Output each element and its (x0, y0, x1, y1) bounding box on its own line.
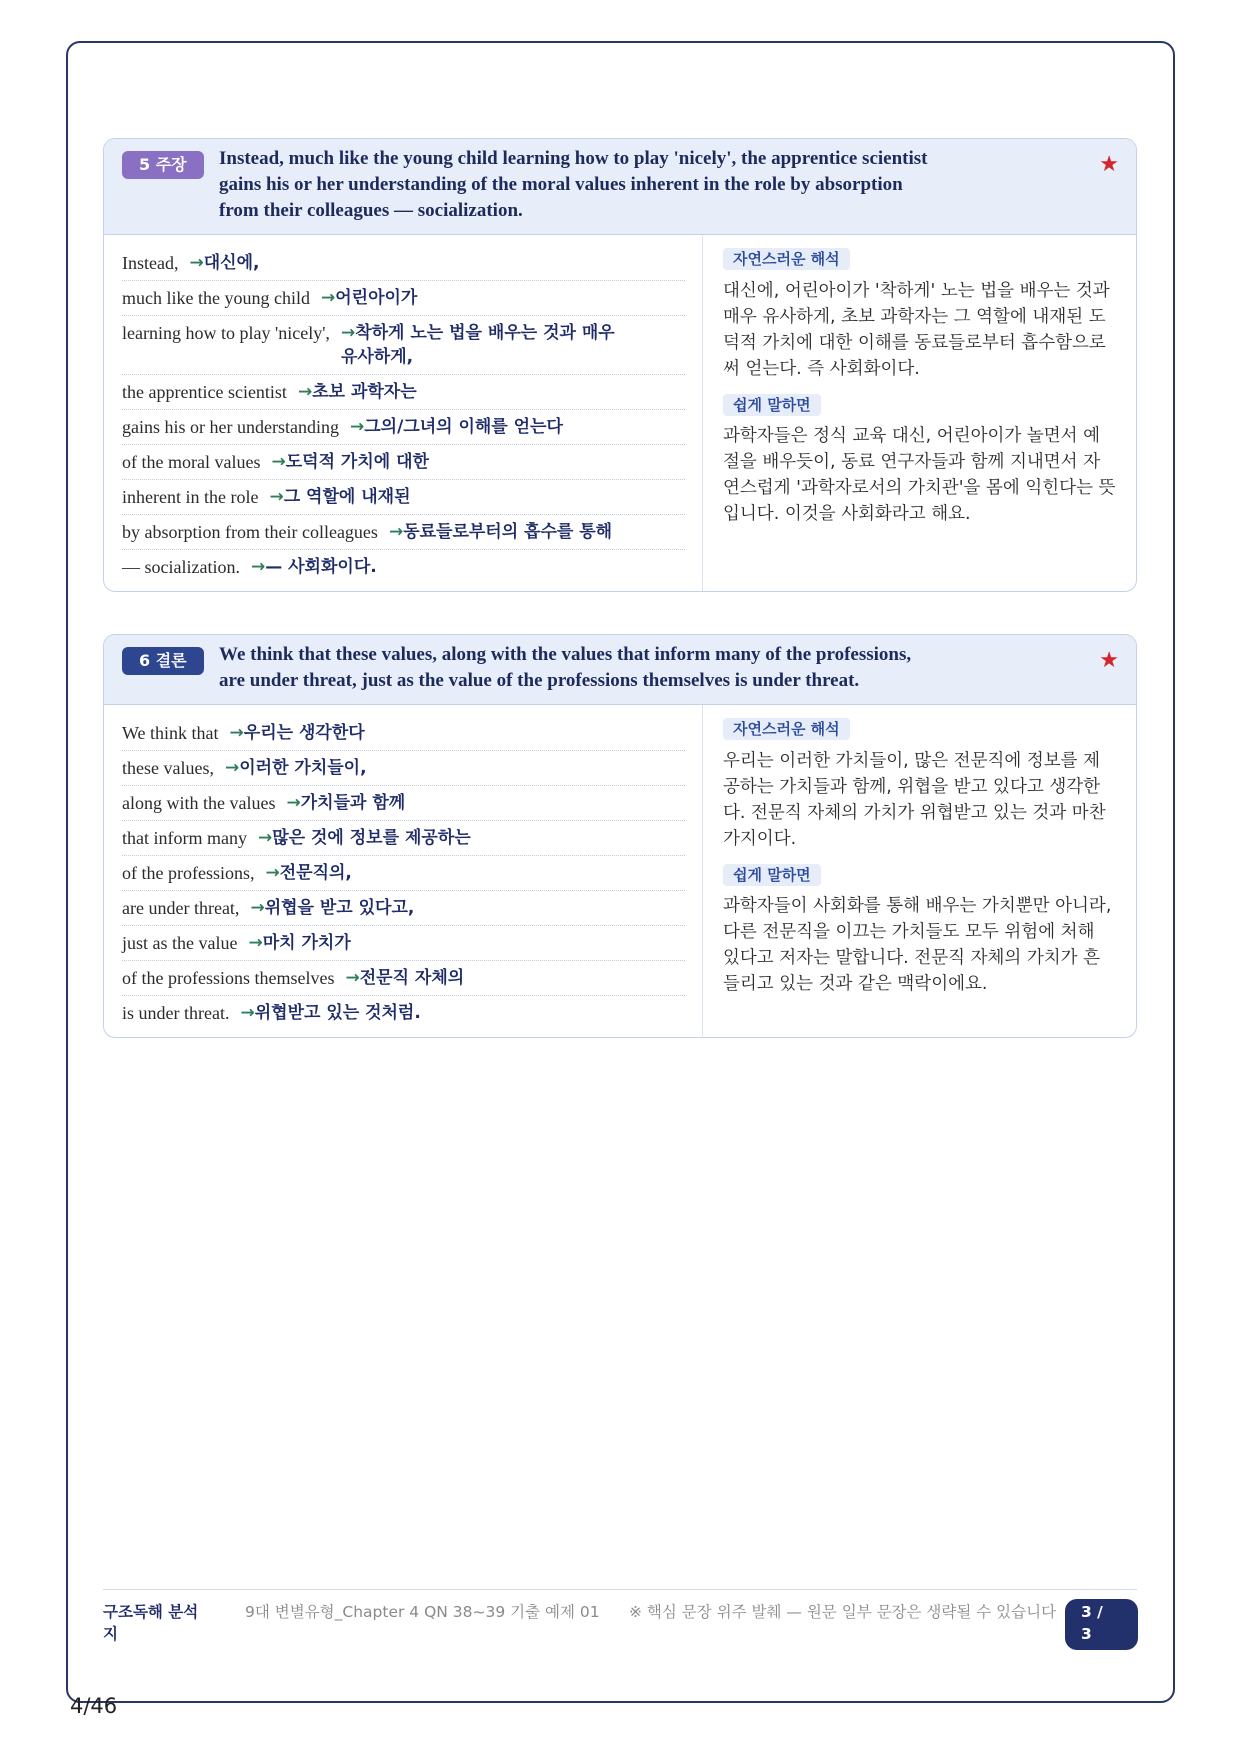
phrase-english: learning how to play 'nicely', (122, 323, 330, 343)
phrase-row (122, 410, 685, 445)
phrase-english: just as the value (122, 933, 238, 953)
card-header (104, 635, 1136, 705)
star-icon: ★ (1099, 648, 1119, 673)
natural-label-wrap (723, 718, 1116, 740)
arrow-icon: → (257, 828, 273, 848)
phrase-english: are under threat, (122, 898, 240, 918)
easy-explanation-text: 과학자들이 사회화를 통해 배우는 가치뿐만 아니라, 다른 전문직을 이끄는 가치들도 모두 위험에 처해 있다고 저자는 말합니다. 전문직 자체의 가치가 흔들리고 있는 것과 같은 맥락이에요. (723, 896, 1112, 994)
phrase-korean (230, 721, 365, 745)
phrase-row (122, 375, 685, 410)
phrase-korean (298, 380, 417, 404)
phrase-row (122, 281, 685, 316)
phrase-row (122, 550, 685, 584)
easy-label-wrap (723, 394, 1116, 416)
phrase-row (122, 751, 685, 786)
phrase-row (122, 821, 685, 856)
phrase-row (122, 891, 685, 926)
arrow-icon: → (248, 933, 263, 953)
phrase-korean (345, 966, 464, 990)
arrow-icon: → (269, 487, 284, 507)
natural-translation-label: 자연스러운 해석 (723, 718, 850, 740)
arrow-icon: → (189, 253, 204, 273)
phrase-korean (248, 931, 350, 955)
phrase-row (122, 316, 685, 375)
phrase-korean-text: 대신에, (203, 253, 260, 273)
phrase-korean (251, 555, 377, 579)
phrase-row (122, 515, 685, 550)
phrase-english: along with the values (122, 793, 276, 813)
phrase-list (104, 705, 703, 1037)
easy-explanation-label: 쉽게 말하면 (723, 394, 821, 416)
easy-explanation-text: 과학자들은 정식 교육 대신, 어린아이가 놀면서 예절을 배우듯이, 동료 연구자들과 함께 지내면서 자연스럽게 '과학자로서의 가치관'을 몸에 익힌다는 뜻입니다. 이것을 사회화라고 해요. (723, 426, 1116, 524)
section-badge: 6 결론 (122, 647, 204, 675)
phrase-row (122, 996, 685, 1030)
phrase-korean-text: 위협을 받고 있다고, (264, 898, 415, 918)
phrase-english: inherent in the role (122, 487, 259, 507)
arrow-icon: → (250, 557, 266, 577)
phrase-korean-text: 전문직의, (279, 863, 352, 883)
phrase-row (122, 445, 685, 480)
phrase-korean (225, 756, 367, 780)
phrase-row (122, 856, 685, 891)
arrow-icon: → (250, 898, 265, 918)
phrase-korean-text: 많은 것에 정보를 제공하는 (272, 828, 471, 848)
phrase-korean-text: 위협받고 있는 것처럼. (254, 1003, 421, 1023)
arrow-icon: → (345, 968, 360, 988)
arrow-icon: → (286, 793, 301, 813)
footer-page-indicator: 3 / 3 (1065, 1599, 1138, 1650)
phrase-row (122, 786, 685, 821)
sentence-line: from their colleagues — socialization. (219, 200, 523, 221)
arrow-icon: → (349, 417, 365, 437)
sentence-line: We think that these values, along with the values that inform many of the professions, (219, 644, 912, 665)
sentence-line: gains his or her understanding of the moral values inherent in the role by absorption (219, 174, 903, 195)
phrase-english: — socialization. (122, 557, 240, 577)
phrase-korean (271, 450, 428, 474)
phrase-english: gains his or her understanding (122, 417, 339, 437)
document-page-number: 4/46 (70, 1694, 118, 1718)
arrow-icon: → (224, 758, 240, 778)
section-badge: 5 주장 (122, 151, 204, 179)
phrase-english: Instead, (122, 253, 179, 273)
phrase-english: We think that (122, 723, 219, 743)
phrase-list (104, 235, 703, 591)
phrase-english: is under threat. (122, 1003, 230, 1023)
arrow-icon: → (229, 723, 244, 743)
arrow-icon: → (240, 1003, 255, 1023)
phrase-korean (389, 520, 612, 544)
phrase-korean-text: — 사회화이다. (265, 557, 377, 577)
star-icon: ★ (1099, 152, 1119, 177)
phrase-english: that inform many (122, 828, 247, 848)
phrase-row (122, 926, 685, 961)
phrase-korean-text: 초보 과학자는 (312, 382, 417, 402)
phrase-korean-text: 우리는 생각한다 (243, 723, 365, 743)
phrase-korean (189, 251, 259, 275)
phrase-korean-text: 가치들과 함께 (300, 793, 406, 813)
phrase-english: of the professions themselves (122, 968, 335, 988)
phrase-english: by absorption from their colleagues (122, 522, 378, 542)
natural-translation-label: 자연스러운 해석 (723, 248, 850, 270)
card-body (104, 705, 1136, 1037)
footer-divider (103, 1589, 1137, 1590)
phrase-korean-text: 전문직 자체의 (359, 968, 465, 988)
phrase-english: of the moral values (122, 452, 261, 472)
arrow-icon: → (388, 522, 404, 542)
natural-label-wrap (723, 248, 1116, 270)
key-sentence (219, 642, 1076, 694)
footer-source: 9대 변별유형_Chapter 4 QN 38~39 기출 예제 01 (245, 1603, 600, 1621)
phrase-korean (321, 286, 417, 310)
translation-panel (703, 705, 1136, 1037)
phrase-korean-text: 이러한 가치들이, (239, 758, 367, 778)
sentence-line: are under threat, just as the value of the professions themselves is under threat. (219, 670, 860, 691)
phrase-row (122, 246, 685, 281)
phrase-korean-text: 도덕적 가치에 대한 (285, 452, 429, 472)
phrase-row (122, 961, 685, 996)
card-body (104, 235, 1136, 591)
arrow-icon: → (271, 452, 286, 472)
sentence-card (103, 634, 1137, 1038)
phrase-korean (240, 1001, 420, 1025)
footer-note: ※ 핵심 문장 위주 발췌 — 원문 일부 문장은 생략될 수 있습니다 (629, 1603, 1057, 1621)
phrase-english: these values, (122, 758, 214, 778)
arrow-icon: → (297, 382, 313, 402)
phrase-korean (250, 896, 414, 920)
phrase-english: the apprentice scientist (122, 382, 287, 402)
phrase-korean-text: 어린아이가 (335, 288, 418, 308)
phrase-korean (341, 321, 685, 369)
phrase-korean-text: 그의/그녀의 이해를 얻는다 (364, 417, 563, 437)
arrow-icon: → (265, 863, 280, 883)
phrase-korean-text: 착하게 노는 법을 배우는 것과 매우 유사하게, (340, 323, 615, 367)
phrase-english: much like the young child (122, 288, 310, 308)
phrase-row (122, 480, 685, 515)
arrow-icon: → (340, 323, 356, 343)
footer-title: 구조독해 분석지 (103, 1603, 199, 1643)
phrase-korean (265, 861, 351, 885)
arrow-icon: → (320, 288, 336, 308)
phrase-korean-text: 그 역할에 내재된 (283, 487, 411, 507)
phrase-row (122, 716, 685, 751)
phrase-korean-text: 마치 가치가 (262, 933, 351, 953)
phrase-korean (286, 791, 405, 815)
card-header (104, 139, 1136, 235)
sentence-card (103, 138, 1137, 592)
phrase-english: of the professions, (122, 863, 255, 883)
phrase-korean (269, 485, 410, 509)
phrase-korean-text: 동료들로부터의 흡수를 통해 (403, 522, 613, 542)
phrase-korean (258, 826, 471, 850)
sentence-line: Instead, much like the young child learning how to play 'nicely', the apprentice scientist (219, 148, 928, 169)
natural-translation-text: 우리는 이러한 가치들이, 많은 전문직에 정보를 제공하는 가치들과 함께, 위협을 받고 있다고 생각한다. 전문직 자체의 가치가 위협받고 있는 것과 마찬가지이다. (723, 751, 1106, 849)
natural-translation-text: 대신에, 어린아이가 '착하게' 노는 법을 배우는 것과 매우 유사하게, 초보 과학자는 그 역할에 내재된 도덕적 가치에 대한 이해를 동료들로부터 흡수함으로써 얻는다. 즉 사회화이다. (723, 281, 1110, 379)
phrase-korean (350, 415, 563, 439)
easy-label-wrap (723, 864, 1116, 886)
translation-panel (703, 235, 1136, 591)
easy-explanation-label: 쉽게 말하면 (723, 864, 821, 886)
key-sentence (219, 146, 1076, 224)
